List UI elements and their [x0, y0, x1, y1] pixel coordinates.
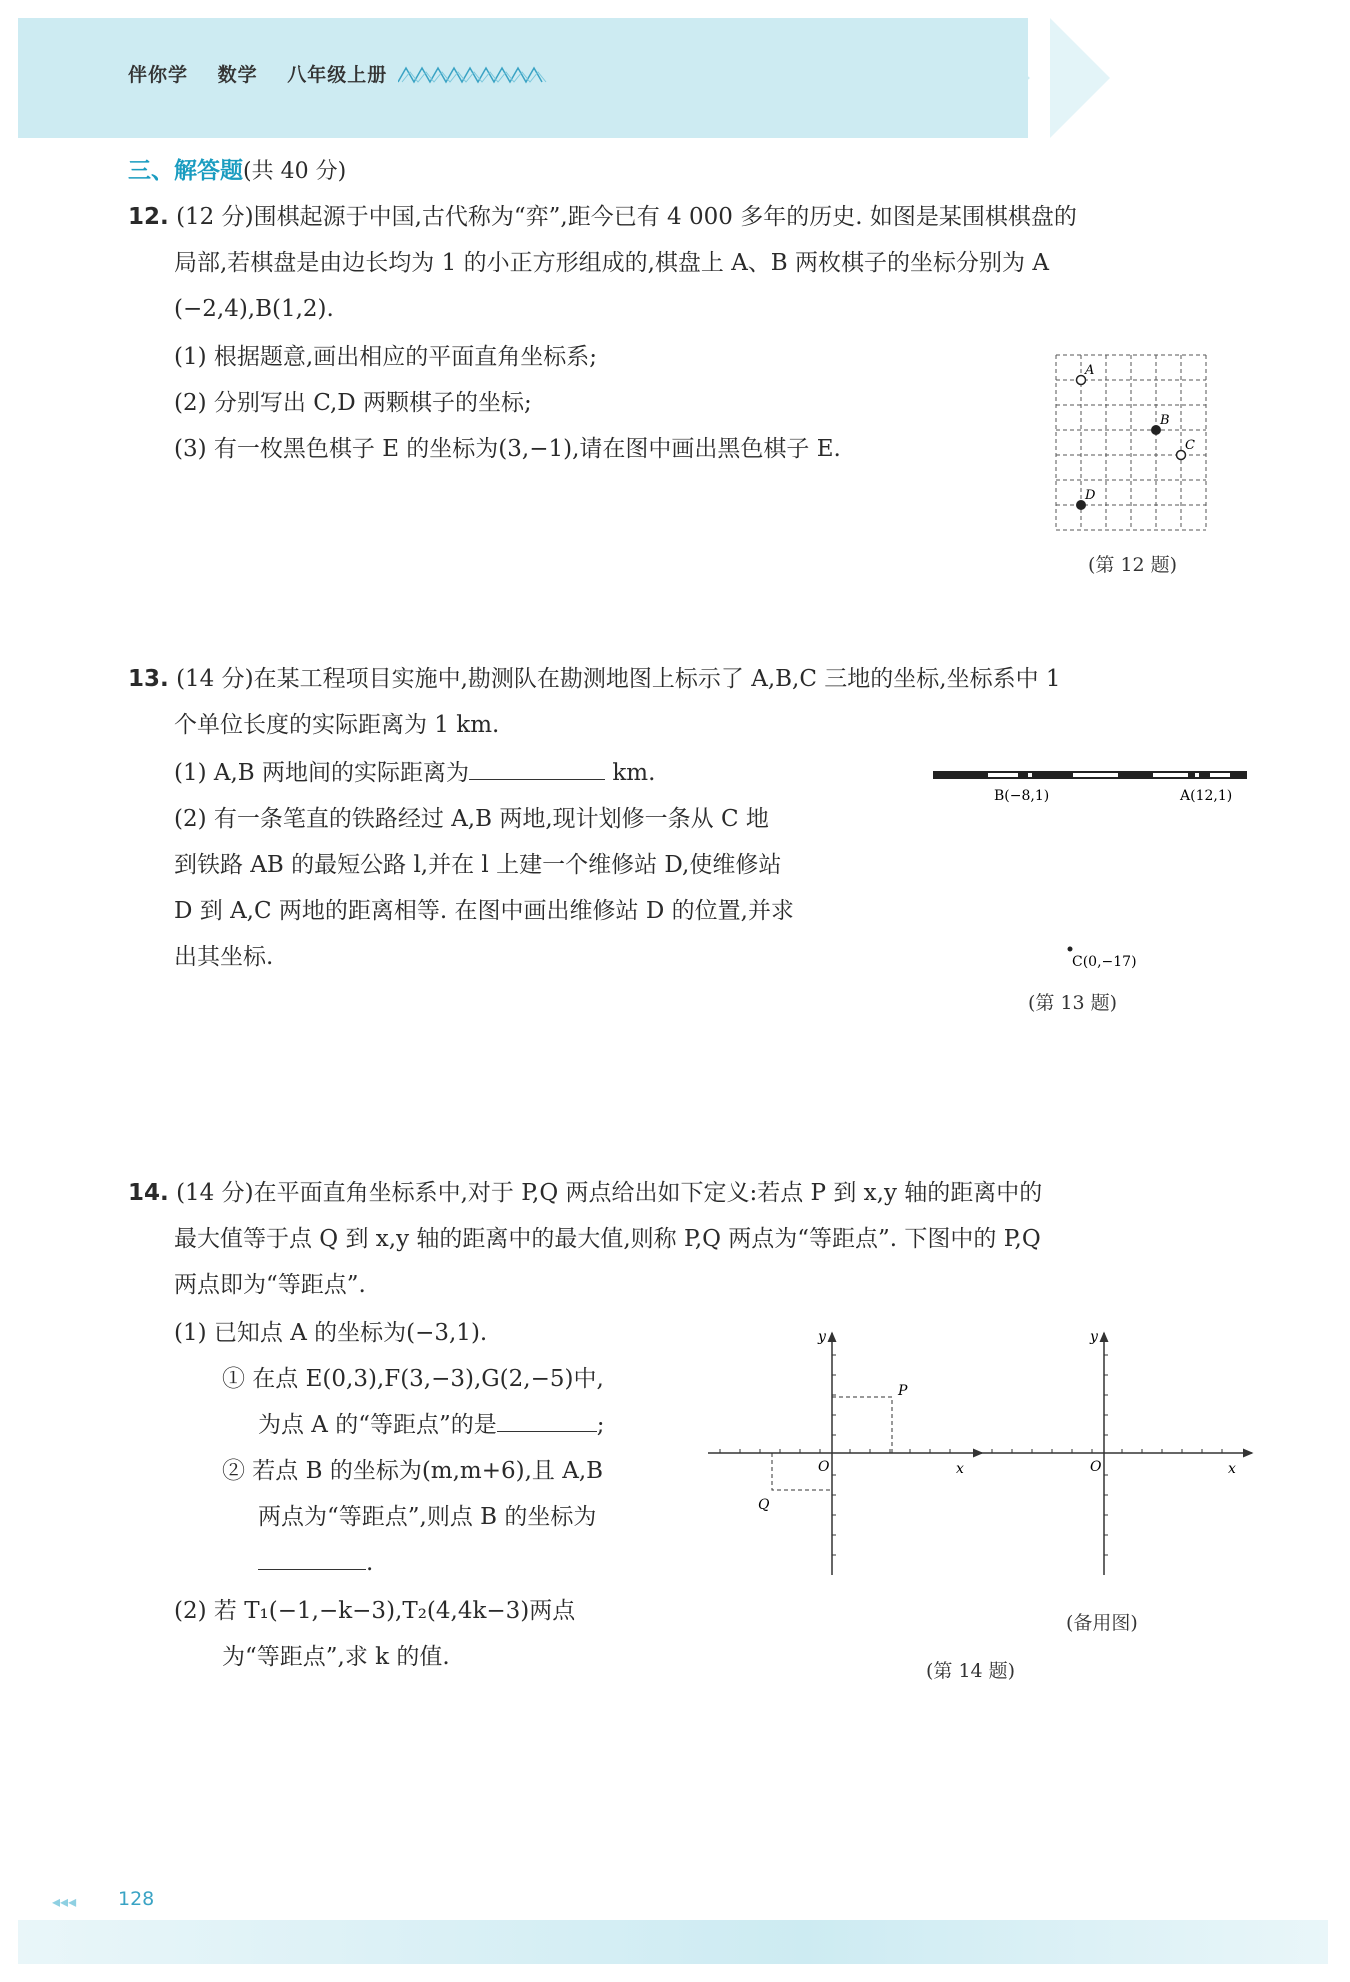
q12-part2: (2) 分别写出 C,D 两颗棋子的坐标;: [174, 390, 532, 416]
zigzag-decoration: [398, 64, 548, 86]
q14-sub1-line1: ① 在点 E(0,3),F(3,−3),G(2,−5)中,: [222, 1366, 604, 1392]
x-label: x: [956, 1461, 964, 1477]
q13-part2-line2: 到铁路 AB 的最短公路 l,并在 l 上建一个维修站 D,使维修站: [174, 852, 782, 878]
running-header: [128, 60, 409, 87]
q13-part2-line3: D 到 A,C 两地的距离相等. 在图中画出维修站 D 的位置,并求: [174, 898, 794, 924]
q13-answer-blank[interactable]: [469, 778, 605, 780]
subject-label: 数学: [217, 64, 258, 86]
header-arrow-decoration: [960, 18, 1030, 138]
q14-sub2-line2: 两点为“等距点”,则点 B 的坐标为: [258, 1504, 597, 1530]
q13-number: 13.: [128, 666, 169, 692]
q13-part2-line1: (2) 有一条笔直的铁路经过 A,B 两地,现计划修一条从 C 地: [174, 806, 769, 832]
label-D: D: [1085, 488, 1096, 503]
label-A: A: [1085, 363, 1095, 378]
q12-part3: (3) 有一枚黑色棋子 E 的坐标为(3,−1),请在图中画出黑色棋子 E.: [174, 436, 841, 462]
q14-sub2-answer-blank[interactable]: [258, 1568, 366, 1570]
section-title: 三、解答题(共 40 分): [128, 157, 347, 184]
q14-line2: 最大值等于点 Q 到 x,y 轴的距离中的最大值,则称 P,Q 两点为“等距点”. 下图中的 P,Q: [174, 1226, 1041, 1252]
q13-figure-caption: (第 13 题): [1028, 992, 1118, 1014]
q12-line1: 12. (12 分)围棋起源于中国,古代称为“弈”,距今已有 4 000 多年的历史. 如图是某围棋棋盘的: [128, 204, 1077, 230]
q13-part2-line4: 出其坐标.: [174, 944, 274, 970]
q12-line3: (−2,4),B(1,2).: [174, 296, 334, 322]
q14-sub2-line1: ② 若点 B 的坐标为(m,m+6),且 A,B: [222, 1458, 604, 1484]
q14-sub1-line2: 为点 A 的“等距点”的是 ;: [258, 1412, 605, 1438]
header-arrow-decoration-light: [1050, 18, 1110, 138]
coordinate-plane-backup: [980, 1329, 1252, 1575]
footer-band: [18, 1920, 1328, 1964]
q14-backup-caption: (备用图): [1066, 1612, 1138, 1634]
label-Q: Q: [758, 1497, 770, 1513]
backup-origin-label: O: [1090, 1459, 1102, 1475]
q14-line3: 两点即为“等距点”.: [174, 1272, 366, 1298]
backup-x-label: x: [1228, 1461, 1236, 1477]
P-guides: [832, 1397, 892, 1453]
q14-number: 14.: [128, 1180, 169, 1206]
origin-label: O: [818, 1459, 830, 1475]
page-number: 128: [118, 1888, 155, 1910]
point-C: [1068, 947, 1073, 952]
q13-line1: 13. (14 分)在某工程项目实施中,勘测队在勘测地图上标示了 A,B,C 三地的坐标,坐标系中 1: [128, 666, 1061, 692]
q12-number: 12.: [128, 204, 169, 230]
q13-line2: 个单位长度的实际距离为 1 km.: [174, 712, 500, 738]
q14-sub2-line3: .: [258, 1540, 373, 1586]
q12-part1: (1) 根据题意,画出相应的平面直角坐标系;: [174, 344, 597, 370]
q14-figure-caption: (第 14 题): [926, 1660, 1016, 1682]
q12-go-board-figure: [1040, 350, 1240, 540]
label-C: C: [1185, 438, 1195, 453]
q14-sub1-answer-blank[interactable]: [497, 1430, 597, 1432]
book-title: 伴你学: [128, 64, 189, 86]
grade-label: 八年级上册: [287, 64, 388, 86]
q13-part1: (1) A,B 两地间的实际距离为 km.: [174, 760, 656, 786]
q14-part2-line2: 为“等距点”,求 k 的值.: [222, 1644, 450, 1670]
q14-line1: 14. (14 分)在平面直角坐标系中,对于 P,Q 两点给出如下定义:若点 P 到 x,y 轴的距离中的: [128, 1180, 1043, 1206]
label-B: B: [1160, 413, 1170, 428]
backup-y-label: y: [1090, 1329, 1098, 1345]
label-C-coord: C(0,−17): [1072, 954, 1137, 970]
y-label: y: [818, 1329, 826, 1345]
label-B-coord: B(−8,1): [994, 788, 1050, 804]
q14-part2-line1: (2) 若 T₁(−1,−k−3),T₂(4,4k−3)两点: [174, 1598, 576, 1624]
page-arrows-decoration: ◂◂◂: [52, 1892, 77, 1911]
label-A-coord: A(12,1): [1180, 788, 1233, 804]
q14-coordinate-figures: [700, 1325, 1260, 1615]
label-P: P: [898, 1383, 908, 1399]
q12-figure-caption: (第 12 题): [1088, 554, 1178, 576]
q14-part1: (1) 已知点 A 的坐标为(−3,1).: [174, 1320, 488, 1346]
coordinate-plane-main: [708, 1329, 982, 1575]
q13-map-figure: [928, 760, 1258, 980]
q12-line2: 局部,若棋盘是由边长均为 1 的小正方形组成的,棋盘上 A、B 两枚棋子的坐标分别为 A: [174, 250, 1049, 276]
